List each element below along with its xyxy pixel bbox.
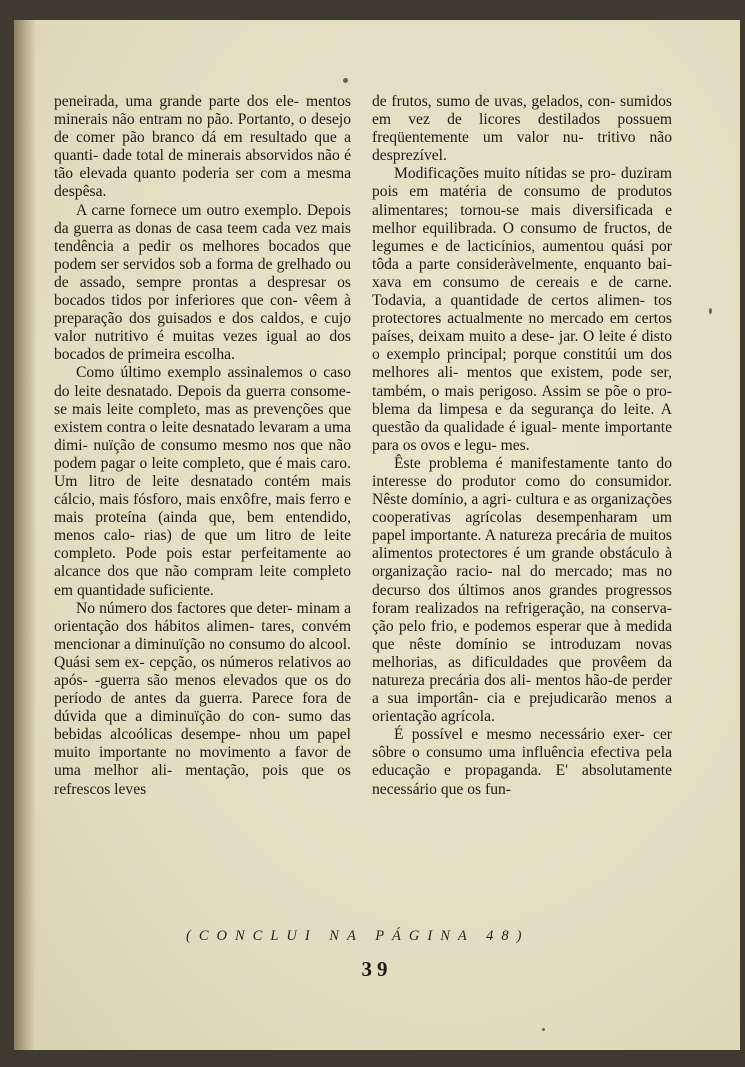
page-binding-edge xyxy=(14,20,36,1050)
paragraph: peneirada, uma grande parte dos ele- mentos minerais não entram no pão. Portanto, o desejo de comer pão branco dá em resultado que a quanti- dade total de minerais absorvidos não é tão elevada quanto poderia ser com a mesma despêsa. xyxy=(54,93,351,201)
paper-speck xyxy=(343,78,348,83)
paragraph: A carne fornece um outro exemplo. Depois da guerra as donas de casa teem cada vez mais tendência a pedir os melhores bocados que podem ser servidos sob a forma de grelhado ou de assado, sempre prontas a despresar os bocados tidos por inferiores que con- vêem à preparação dos guisados e dos caldos, e cujo valor nutritivo é muitas vezes igual ao dos bocados de primeira escolha. xyxy=(54,201,351,364)
page-number: 39 xyxy=(361,957,393,981)
paragraph: Modificações muito nítidas se pro- duziram pois em matéria de consumo de produtos alimentares; tornou-se mais diversificada e melhor equilibrada. O consumo de fructos, de legumes e de lacticínios, aumentou quási por tôda a parte consideràvelmente, enquanto bai- xava em consumo de cereais e de carne. Todavia, a quantidade de certos alimen- tos protectores actualmente no mercado em certos países, deixam muito a dese- jar. O leite é disto o exemplo principal; porque constitúi um dos melhores ali- mentos que existem, pode ser, também, o mais perigoso. Assim se põe o pro- blema da limpesa e da segurança do leite. A questão da qualidade é igual- mente importante para os ovos e legu- mes. xyxy=(372,165,672,454)
paragraph: É possível e mesmo necessário exer- cer sôbre o consumo uma influência efectiva pela educação e propaganda. E' absolutamente necessário que os fun- xyxy=(372,726,672,798)
paper-speck xyxy=(542,1028,545,1031)
left-text-column xyxy=(54,93,351,799)
continued-note: (CONCLUI NA PÁGINA 48) xyxy=(186,928,530,944)
paragraph: Como último exemplo assinalemos o caso do leite desnatado. Depois da guerra consome-se mais leite completo, mas as prevenções que existem contra o leite desnatado levaram a uma dimi- nuïção de consumo mesmo nos que não podem pagar o leite completo, que é mais caro. Um litro de leite desnatado contém mais cálcio, mais fósforo, mais enxôfre, mais ferro e mais proteína (ainda que, bem entendido, menos calo- rias) de que um litro de leite completo. Pode pois estar perfeitamente ao alcance dos que não compram leite completo em quantidade suficiente. xyxy=(54,364,351,599)
right-text-column xyxy=(372,93,672,799)
paper-speck xyxy=(709,308,712,314)
book-page xyxy=(14,20,740,1050)
paragraph: Êste problema é manifestamente tanto do interesse do produtor como do consumidor. Nêste domínio, a agri- cultura e as organizações cooperativas agrícolas desempenharam um papel importante. A natureza precária de muitos alimentos protectores é um grande obstáculo à organização racio- nal do mercado; mas no decurso dos últimos anos grandes progressos foram realizados na refrigeração, na conserva- ção pelo frio, e podemos esperar que à medida que nêste domínio se introduzam novas melhorias, as dificuldades que provêem da natureza precária dos ali- mentos hão-de perder a sua importân- cia e prejudicarão menos a orientação agrícola. xyxy=(372,454,672,726)
paragraph: de frutos, sumo de uvas, gelados, con- sumidos em vez de licores destilados possuem freqüentemente um valor nu- tritivo não desprezível. xyxy=(372,93,672,165)
paragraph: No número dos factores que deter- minam a orientação dos hábitos alimen- tares, convém mencionar a diminuïção no consumo do alcool. Quási sem ex- cepção, os números relativos ao após- -guerra são menos elevados que os do período de antes da guerra. Parece fora de dúvida que a diminuïção do con- sumo das bebidas alcoólicas desempe- nhou um papel muito importante no movimento a favor de uma melhor ali- mentação, pois que os refrescos leves xyxy=(54,599,351,798)
